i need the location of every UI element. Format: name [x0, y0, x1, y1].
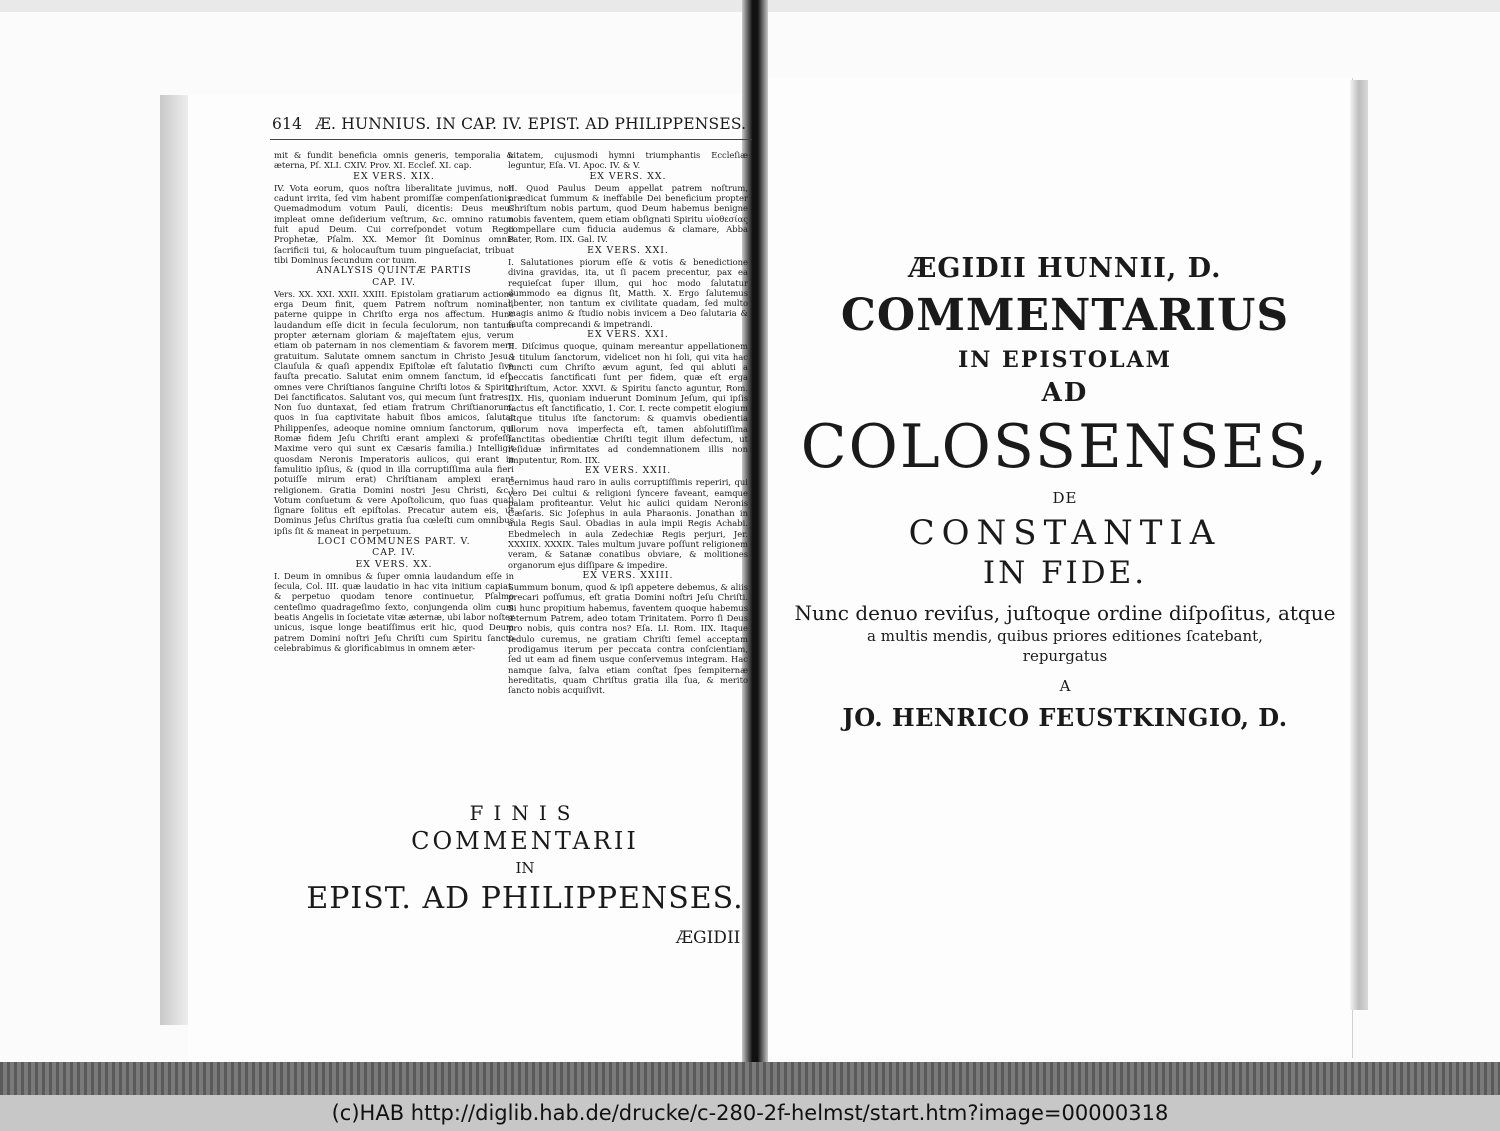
section-heading: CAP. IV.: [372, 276, 416, 288]
right-page-edge: [1350, 80, 1368, 1010]
text-column-left: [274, 150, 514, 653]
section-heading: EX VERS. XXII.: [584, 464, 672, 476]
title-subtitle: a multis mendis, quibus priores editiones ſcatebant,: [867, 627, 1263, 645]
paragraph: nitatem, cujusmodi hymni triumphantis Eccleſiæ leguntur, Eſa. VI. Apoc. IV. & V.: [508, 150, 748, 171]
paragraph: I. Deum in omnibus & ſuper omnia laudandum eſſe in ſecula, Col. III. quæ laudatio in hac vita initium capiat, & perpetuo quodam tenore continuetur, Pſalmo centeſimo quadrageſimo ſexto, conjungenda olim cum beatis Angelis in ſocietate vitæ æternæ, ubi labor noſter unicus, isque longe beatiſſimus erit hic, quod Deum patrem Domini noſtri Jeſu Chriſti cum Spiritu ſancto celebrabimus & glorificabimus in omnem æter-: [274, 570, 514, 653]
title-line: IN EPISTOLAM: [958, 347, 1172, 373]
section-heading: LOCI COMMUNES PART. V.: [317, 535, 471, 547]
paragraph: Cernimus haud raro in aulis corruptiſſimis reperiri, qui vero Dei cultui & religioni ſyncere faveant, eamque palam profiteantur. Velut hic aulici quidam Neronis Cæſaris. Sic Joſephus in aula Pharaonis. Jonathan in aula Regis Saul. Obadias in aula impii Regis Achabi. Ebedmelech in aula Zedechiæ Regis perjuri, Jer. XXXIIX. XXXIX. Tales multum juvare poſſunt religionem veram, & Satanæ conatibus obviare, & molitiones organorum ejus diſſipare & impedire.: [508, 477, 748, 570]
running-head-text: Æ. HUNNIUS. IN CAP. IV. EPIST. AD PHILIPPENSES.: [315, 115, 747, 133]
section-heading: ANALYSIS QUINTÆ PARTIS: [316, 265, 472, 277]
section-heading: EX VERS. XIX.: [353, 170, 435, 182]
title-line: IN FIDE.: [982, 555, 1148, 591]
title-line: COMMENTARIUS: [840, 290, 1290, 341]
paragraph: II. Diſcimus quoque, quinam mereantur appellationem & titulum ſanctorum, videlicet non hi ſoli, qui vita hac functi cum Chriſto ævum agunt, ſed qui abluti a peccatis ſanctificati ſunt per fidem, quæ eſt erga Chriſtum, Actor. XXVI. & Spiritu ſancto aguntur, Rom. IIX. His, quoniam induerunt Dominum Jeſum, qui ipſis factus eſt ſanctificatio, 1. Cor. I. recte competit elogium atque titulus iſte ſanctorum: & quamvis obedientia illorum nova imperfecta eſt, tamen abſolutiſſima ſanctitas obedientiæ Chriſti tegit illum defectum, ut reſiduæ infirmitates ad condemnationem illis non imputentur, Rom. IIX.: [508, 341, 748, 465]
finis-line: COMMENTARII: [411, 827, 639, 855]
left-page-edge: [160, 95, 188, 1025]
finis-line: EPIST. AD PHILIPPENSES.: [306, 881, 744, 916]
paragraph: IV. Vota eorum, quos noſtra liberalitate juvimus, non cadunt irrita, ſed vim habent promiſſæ compenſationis. Quemadmodum votum Pauli, dicentis: Deus meus impleat omne deſiderium veſtrum, &c. omnino ratum fuit apud Deum. Cui correſpondet votum Regii Prophetæ, Pſalm. XX. Memor ſit Dominus omnis ſacrificii tui, & holocauſtum tuum pingueſaciat, tribuat tibi Dominus ſecundum cor tuum.: [274, 182, 514, 265]
title-subtitle: Nunc denuo reviſus, juſtoque ordine diſpoſitus, atque: [794, 601, 1336, 625]
title-line: AD: [1041, 378, 1089, 408]
running-head: [272, 115, 747, 133]
title-editor: JO. HENRICO FEUSTKINGIO, D.: [842, 703, 1288, 732]
section-heading: CAP. IV.: [372, 547, 416, 559]
title-line: COLOSSENSES,: [800, 412, 1330, 482]
title-line: CONSTANTIA: [908, 513, 1222, 553]
paragraph: Vers. XX. XXI. XXII. XXIII. Epistolam gratiarum actione erga Deum finit, quem Patrem noſtrum nominat, paterne quippe in Chriſto erga nos affectum. Hunc laudandum eſſe dicit in ſecula ſeculorum, non tantum propter æternam gloriam & majeſtatem ejus, verum etiam ob paternam in nos clementiam & favorem mere gratuitum. Salutate omnem sanctum in Christo Jesu.) Clauſula & quaſi appendix Epiſtolæ eſt ſalutatio ſive fauſta precatio. Salutat enim omnem ſanctum, id eſt, omnes vere Chriſtianos ſanguine Chriſti lotos & Spiritu Dei ſanctificatos. Salutant vos, qui mecum ſunt fratres.) Non ſuo duntaxat, ſed etiam fratrum Chriſtianorum, quos in ſua captivitate habuit ſibos amicos, ſalutat Philippenſes, adeoque nomine omnium ſanctorum, qui Romæ fidem Jeſu Chriſti erant amplexi & profeſſi. Maxime vero qui sunt ex Cæsaris familia.) Intelligit quosdam Neronis Imperatoris aulicos, qui erant in famulitio ipſius, & (quod in illa corruptiſſima aula fieri potuiſſe mirum erat) Chriſtianam amplexi erant religionem. Gratia Domini nostri Jesu Christi, &c.) Votum conſuetum & vere Apoſtolicum, quo ſuas quaſi ſignare ſolitus eſt epiſtolas. Precatur autem eis, ut Dominus Jeſus Chriſtus gratia ſua cœleſti cum omnibus ipſis ſit & maneat in perpetuum.: [274, 288, 514, 536]
finis-line: IN: [515, 859, 535, 877]
title-line: DE: [1052, 489, 1078, 507]
paragraph: I. Salutationes piorum eſſe & votis & benedictione divina gravidas, ita, ut ſi pacem precentur, pax ea requieſcat ſuper illum, qui hoc modo ſalutatur dummodo ea dignus ſit, Matth. X. Ergo ſalutemus libenter, non tantum ex civilitate quadam, ſed multo magis animo & ſtudio nobis invicem a Deo ſalutaria & fauſta comprecandi & impetrandi.: [508, 256, 748, 329]
copyright-footer: (c)HAB http://diglib.hab.de/drucke/c-280-2f-helmst/start.htm?image=00000318: [0, 1095, 1500, 1131]
paragraph: II. Quod Paulus Deum appellat patrem noſtrum, prædicat ſummum & ineffabile Dei beneficium propter Chriſtum nobis partum, quod Deum habemus benigne nobis faventem, quem etiam obſignati Spiritu υἱοθεσίας compellare cum fiducia audemus & clamare, Abba Pater, Rom. IIX. Gal. IV.: [508, 182, 748, 245]
title-author: ÆGIDII HUNNII, D.: [908, 253, 1222, 284]
header-rule: [270, 139, 752, 140]
finis-block: [290, 800, 760, 918]
title-page: [790, 250, 1340, 734]
text-column-right: [508, 150, 748, 695]
section-heading: EX VERS. XX.: [355, 558, 433, 570]
paragraph: Summum bonum, quod & ipſi appetere debemus, & aliis precari poſſumus, eſt gratia Domini noſtri Jeſu Chriſti. Si hunc propitium habemus, faventem quoque habemus æternum Patrem, adeo totam Trinitatem. Porro ſi Deus pro nobis, quis contra nos? Eſa. LI. Rom. IIX. Itaque ſedulo curemus, ne gratiam Chriſti ſemel acceptam prodigamus iterum per peccata contra conſcientiam, ſed ut eam ad finem usque conſervemus integram. Hac namque ſalva, ſalva etiam conſtat ſpes ſempiternæ hereditatis, quam Chriſtus gratia illa ſua, & merito ſancto nobis acquiſivit.: [508, 582, 748, 696]
section-heading: EX VERS. XX.: [589, 170, 667, 182]
section-heading: EX VERS. XXIII.: [582, 569, 674, 581]
section-heading: EX VERS. XXI.: [587, 244, 669, 256]
page-number: 614: [272, 115, 303, 133]
finis-line: FINIS: [469, 801, 581, 825]
section-heading: EX VERS. XXI.: [587, 329, 669, 341]
title-subtitle: repurgatus: [1022, 647, 1108, 665]
catchword: ÆGIDII: [676, 928, 741, 948]
scan-bottom-band: [0, 1062, 1500, 1095]
title-line: A: [1059, 677, 1071, 695]
paragraph: mit & fundit beneficia omnis generis, temporalia & æterna, Pſ. XLI. CXIV. Prov. XI. Ecclef. XI. cap.: [274, 150, 514, 171]
